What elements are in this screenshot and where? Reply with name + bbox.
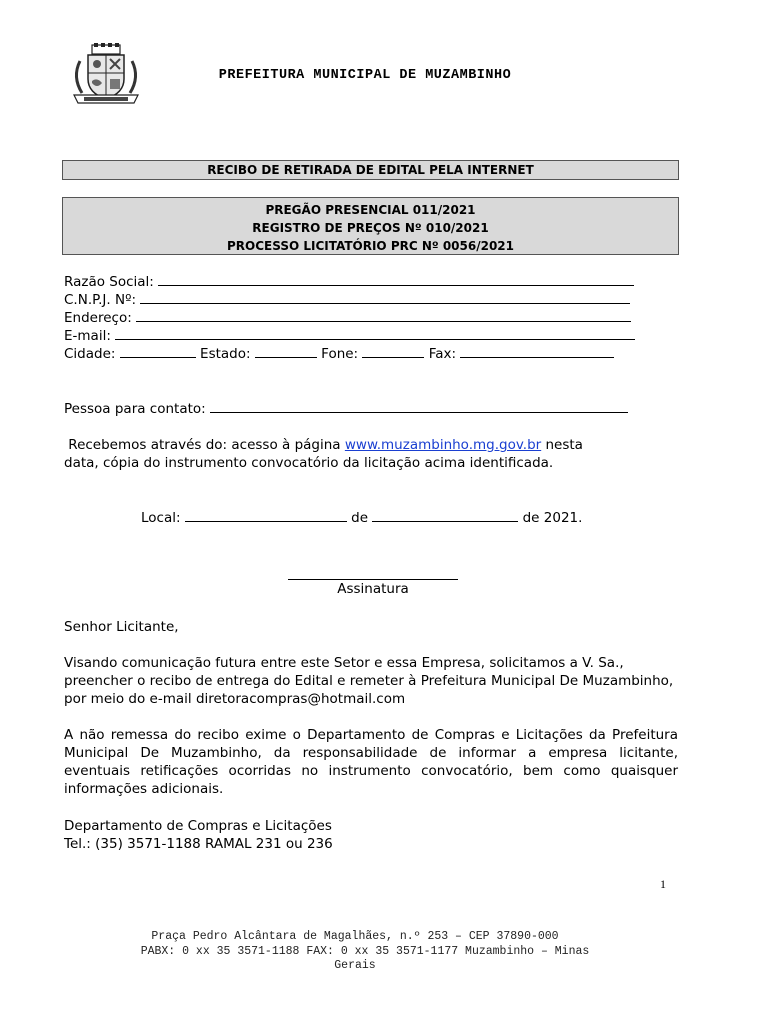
footer-address: Praça Pedro Alcântara de Magalhães, n.º 253 – CEP 37890-000 xyxy=(151,930,559,943)
label-cidade: Cidade: xyxy=(64,346,116,362)
fill-line-estado[interactable] xyxy=(255,345,317,358)
process-info-box xyxy=(62,197,679,255)
department-name: Departamento de Compras e Licitações xyxy=(64,818,332,834)
signature-line[interactable] xyxy=(288,579,458,580)
receipt-title-box: RECIBO DE RETIRADA DE EDITAL PELA INTERNET xyxy=(62,160,679,180)
label-year: de 2021. xyxy=(522,510,583,526)
field-pessoa-contato xyxy=(64,400,628,418)
fill-line-razao-social[interactable] xyxy=(158,273,634,286)
label-endereco: Endereço: xyxy=(64,310,132,326)
fill-line-date[interactable] xyxy=(372,509,518,522)
label-email: E-mail: xyxy=(64,328,111,344)
paragraph-disclaimer: A não remessa do recibo exime o Departamento de Compras e Licitações da Prefeitura Municipal De Muzambinho, da responsabilidade de informar a empresa licitante, eventuais retificações ocorridas no instrumento convocatório, bem como quaisquer informações adicionais. xyxy=(64,727,678,797)
label-fone: Fone: xyxy=(321,346,359,362)
label-estado: Estado: xyxy=(200,346,251,362)
receipt-line-2: data, cópia do instrumento convocatório da licitação acima identificada. xyxy=(64,455,554,471)
receipt-suffix: nesta xyxy=(541,437,583,453)
fill-line-fax[interactable] xyxy=(460,345,614,358)
fill-line-pessoa-contato[interactable] xyxy=(210,400,628,413)
footer-state: Gerais xyxy=(334,959,376,972)
footer-phone: PABX: 0 xx 35 3571-1188 FAX: 0 xx 35 3571-1177 Muzambinho – Minas xyxy=(140,945,590,958)
receipt-prefix: Recebemos através do: acesso à página xyxy=(64,437,345,453)
receipt-statement xyxy=(64,436,678,472)
municipality-title: PREFEITURA MUNICIPAL DE MUZAMBINHO xyxy=(218,68,512,83)
fill-line-cnpj[interactable] xyxy=(140,291,630,304)
page-number: 1 xyxy=(660,877,666,891)
label-local: Local: xyxy=(141,510,181,526)
process-line-processo: PROCESSO LICITATÓRIO PRC Nº 0056/2021 xyxy=(226,239,514,253)
department-phone: Tel.: (35) 3571-1188 RAMAL 231 ou 236 xyxy=(64,836,333,852)
website-link[interactable]: www.muzambinho.mg.gov.br xyxy=(344,437,542,453)
fill-line-local[interactable] xyxy=(185,509,347,522)
label-pessoa-contato: Pessoa para contato: xyxy=(64,401,206,417)
field-cnpj xyxy=(64,291,630,309)
field-email xyxy=(64,327,635,345)
field-razao-social xyxy=(64,273,634,291)
field-city-row xyxy=(64,345,614,363)
process-line-pregao: PREGÃO PRESENCIAL 011/2021 xyxy=(265,203,476,217)
paragraph-communication: Visando comunicação futura entre este Setor e essa Empresa, solicitamos a V. Sa., preencher o recibo de entrega do Edital e remeter à Prefeitura Municipal De Muzambinho, por meio do e-mail diretoracompras@hotmail.com xyxy=(64,655,674,707)
fill-line-fone[interactable] xyxy=(362,345,424,358)
fill-line-endereco[interactable] xyxy=(136,309,631,322)
label-cnpj: C.N.P.J. Nº: xyxy=(64,292,137,308)
label-razao-social: Razão Social: xyxy=(64,274,154,290)
label-de: de xyxy=(351,510,369,526)
fill-line-email[interactable] xyxy=(115,327,635,340)
label-fax: Fax: xyxy=(428,346,457,362)
greeting: Senhor Licitante, xyxy=(64,619,179,635)
local-date-row xyxy=(141,509,582,527)
process-line-registro: REGISTRO DE PREÇOS Nº 010/2021 xyxy=(252,221,489,235)
field-endereco xyxy=(64,309,631,327)
signature-label: Assinatura xyxy=(337,581,409,597)
fill-line-cidade[interactable] xyxy=(120,345,196,358)
